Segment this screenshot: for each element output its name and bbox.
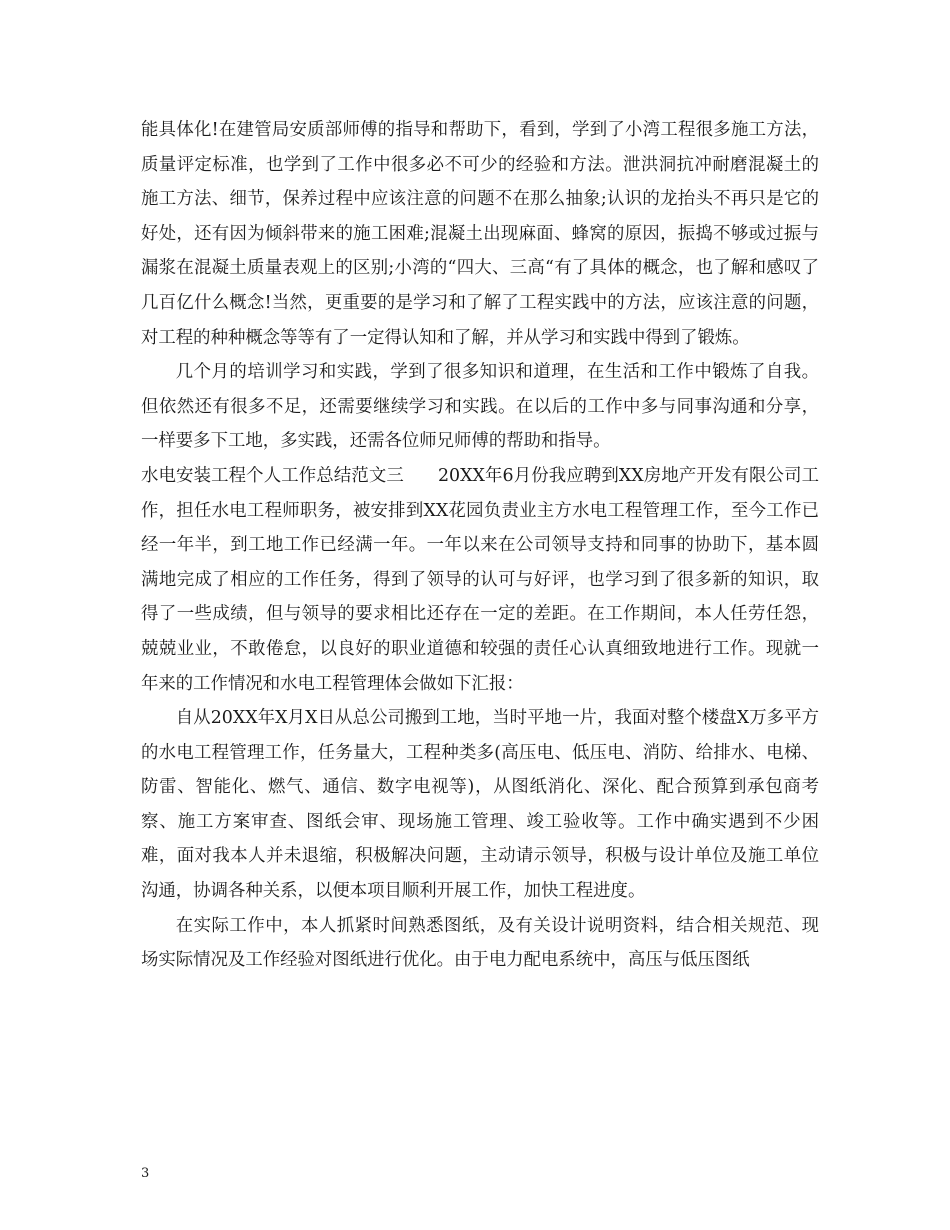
page-number: 3	[141, 1166, 150, 1181]
paragraph-training-summary: 几个月的培训学习和实践，学到了很多知识和道理，在生活和工作中锻炼了自我。但依然还有很多不足，还需要继续学习和实践。在以后的工作中多与同事沟通和分享，一样要多下工地，多实践，还需各位师兄师傅的帮助和指导。	[141, 362, 819, 452]
section-intro-text: 20XX年6月份我应聘到XX房地产开发有限公司工作，担任水电工程师职务，被安排到XX花园负责业主方水电工程管理工作，至今工作已经一年半，到工地工作已经满一年。一年以来在公司领导支持和同事的协助下，基本圆满地完成了相应的工作任务，得到了领导的认可与好评，也学习到了很多新的知识，取得了一些成绩，但与领导的要求相比还存在一定的差距。在工作期间，本人任劳任怨，兢兢业业，不敢倦怠，以良好的职业道德和较强的责任心认真细致地进行工作。现就一年来的工作情况和水电工程管理体会做如下汇报：	[141, 465, 819, 694]
paragraph-continuation: 能具体化!在建管局安质部师傅的指导和帮助下，看到，学到了小湾工程很多施工方法，质量评定标准，也学到了工作中很多必不可少的经验和方法。泄洪洞抗冲耐磨混凝土的施工方法、细节，保养过程中应该注意的问题不在那么抽象;认识的龙抬头不再只是它的好处，还有因为倾斜带来的施工困难;混凝土出现麻面、蜂窝的原因，振捣不够或过振与漏浆在混凝土质量表观上的区别;小湾的“四大、三高“有了具体的概念，也了解和感叹了几百亿什么概念!当然，更重要的是学习和了解了工程实践中的方法，应该注意的问题，对工程的种种概念等等有了一定得认知和了解，并从学习和实践中得到了锻炼。	[141, 120, 819, 348]
section-title: 水电安装工程个人工作总结范文三	[141, 465, 404, 486]
document-body	[141, 113, 819, 978]
paragraph-drawing-optimization: 在实际工作中，本人抓紧时间熟悉图纸，及有关设计说明资料，结合相关规范、现场实际情况及工作经验对图纸进行优化。由于电力配电系统中，高压与低压图纸	[141, 915, 819, 971]
paragraph-section-intro	[141, 459, 819, 701]
paragraph-site-work: 自从20XX年X月X日从总公司搬到工地，当时平地一片，我面对整个楼盘X万多平方的水电工程管理工作，任务量大，工程种类多(高压电、低压电、消防、给排水、电梯、防雷、智能化、燃气、通信、数字电视等)，从图纸消化、深化、配合预算到承包商考察、施工方案审查、图纸会审、现场施工管理、竣工验收等。工作中确实遇到不少困难，面对我本人并未退缩，积极解决问题，主动请示领导，积极与设计单位及施工单位沟通，协调各种关系，以便本项目顺利开展工作，加快工程进度。	[141, 708, 819, 902]
